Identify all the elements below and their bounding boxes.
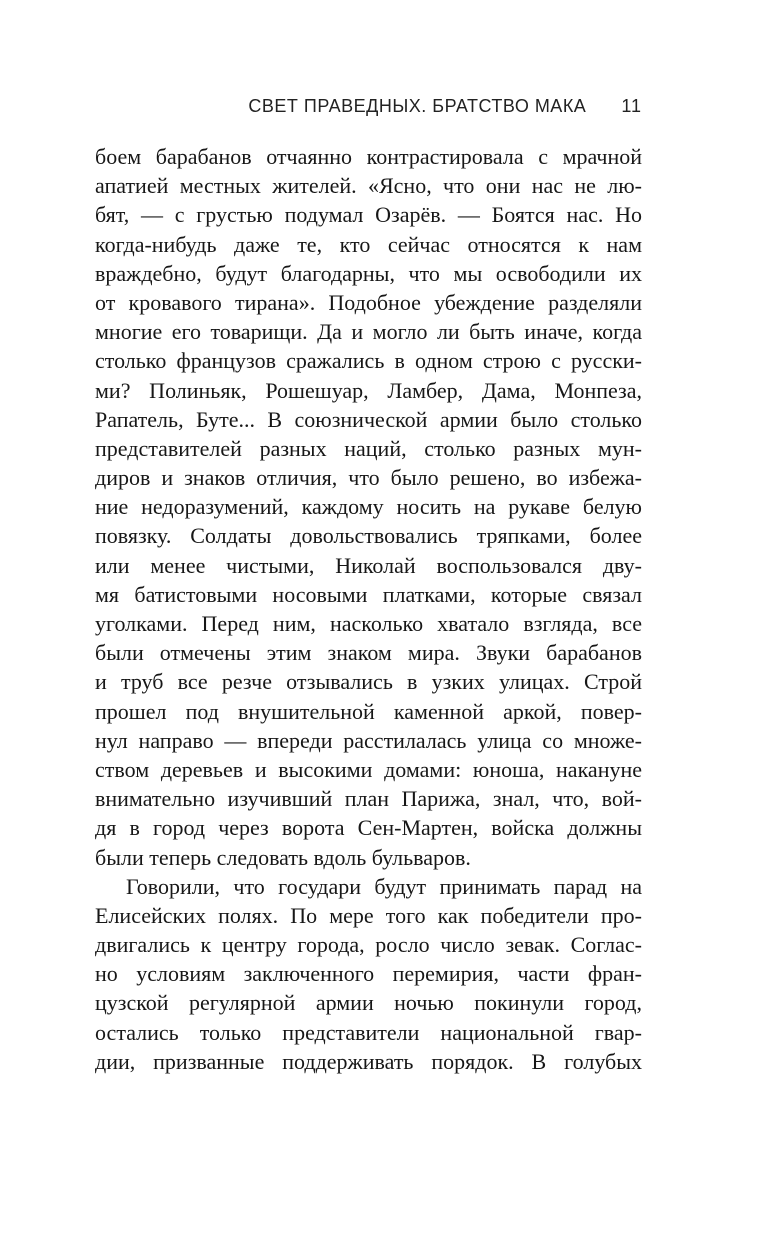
text-line: но условиям заключенного перемирия, части фран- [95,961,642,987]
text-line: боем барабанов отчаянно контрастировала с мрачной [95,144,642,169]
text-line: остались только представители национальной гвар- [95,1019,642,1045]
text-line: цузской регулярной армии ночью покинули город, [95,990,642,1016]
text-line: повязку. Солдаты довольствовались тряпками, более [95,523,642,549]
text-line: дии, призванные поддерживать порядок. В голубых [95,1048,642,1074]
text-line: были отмечены этим знаком мира. Звуки барабанов [95,640,642,666]
text-line: прошел под внушительной каменной аркой, повер- [95,698,642,724]
text-line: Говорили, что государи будут принимать парад на [126,873,642,899]
text-line: диров и знаков отличия, что было решено, во избежа- [95,465,642,491]
running-title: СВЕТ ПРАВЕДНЫХ. БРАТСТВО МАКА [248,96,587,116]
text-line: внимательно изучивший план Парижа, знал, что, вой- [95,786,642,812]
text-line: дя в город через ворота Сен-Мартен, войска должны [95,815,642,841]
text-line: когда-нибудь даже те, кто сейчас относятся к нам [95,231,642,257]
text-line: столько французов сражались в одном строю с русски- [95,348,642,374]
text-line: и труб все резче отзывались в узких улицах. Строй [95,669,642,695]
text-line: Елисейских полях. По мере того как победители про- [95,902,642,928]
text-line: враждебно, будут благодарны, что мы освободили их [95,260,642,286]
text-line: апатией местных жителей. «Ясно, что они нас не лю- [95,173,642,199]
text-line: Рапатель, Буте... В союзнической армии было столько [95,406,642,432]
text-line: мя батистовыми носовыми платками, которые связал [95,581,642,607]
text-line: ством деревьев и высокими домами: юноша, накануне [95,756,642,782]
text-line: были теперь следовать вдоль бульваров. [95,844,471,870]
text-line: ние недоразумений, каждому носить на рукаве белую [95,494,642,520]
page-text [95,142,642,1076]
text-line: двигались к центру города, росло число зевак. Соглас- [95,932,642,958]
text-line: представителей разных наций, столько разных мун- [95,435,642,461]
page-number: 11 [621,96,642,116]
text-line: ми? Полиньяк, Рошешуар, Ламбер, Дама, Монпеза, [95,377,642,403]
text-line: многие его товарищи. Да и могло ли быть иначе, когда [95,319,642,345]
text-line: нул направо — впереди расстилалась улица со множе- [95,727,642,753]
text-line: от кровавого тирана». Подобное убеждение разделяли [95,289,642,315]
running-header [95,96,642,117]
text-line: или менее чистыми, Николай воспользовался дву- [95,552,642,578]
text-line: бят, — с грустью подумал Озарёв. — Боятся нас. Но [95,202,642,228]
text-line: уголками. Перед ним, насколько хватало взгляда, все [95,611,642,636]
